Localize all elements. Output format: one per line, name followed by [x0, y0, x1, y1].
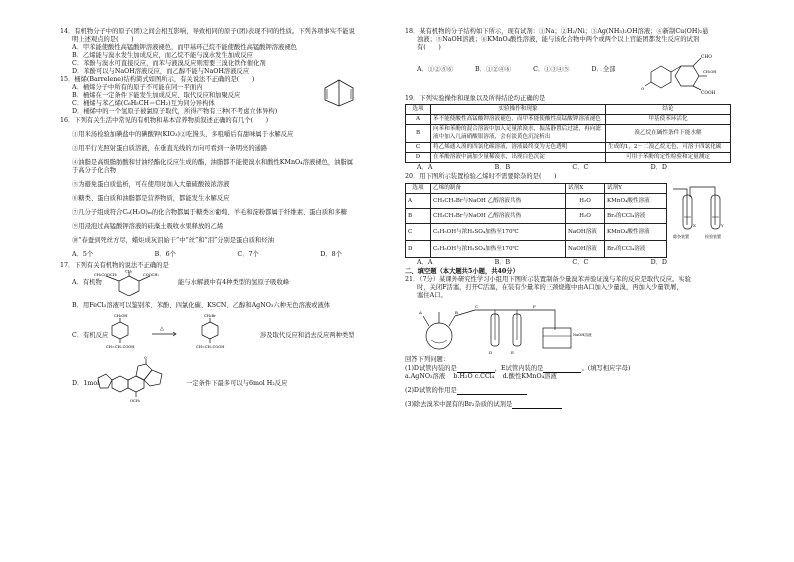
- q21-part1-text3: 。(填写相应字母): [581, 364, 631, 372]
- q20-row-d-x: NaOH溶液: [566, 241, 605, 258]
- q20-header-y: 试剂Y: [605, 184, 667, 194]
- q21-label-a: A: [419, 310, 422, 316]
- q15-stem: 15．桶烯(Barrelene)结构简式如图所示，有关说法不正确的是( ): [60, 76, 255, 84]
- q18-stem-line3: 有( ): [417, 44, 441, 52]
- q19-row-a-option: A: [406, 115, 431, 125]
- q17a-structure: [94, 270, 164, 296]
- q20-row-c-prep: C₂H₅OH与浓H₂SO₄加热至170℃: [431, 224, 566, 241]
- q19-option-c: C．C: [572, 163, 589, 171]
- q20-table: [405, 183, 667, 258]
- q20-row-d-option: D: [406, 241, 431, 258]
- q20-option-a: A．A: [417, 259, 433, 267]
- q16-statement-6: ⑦几分子组成符合Cₙ(H₂O)ₘ的化合物都属于糖类⑧葡萄、羊毛和淀粉都属于纤维素、蛋白质和多糖: [72, 208, 348, 216]
- q17-option-c-label: C．有机反应: [72, 332, 109, 340]
- q20-options: [405, 259, 667, 267]
- q20-row-a-y: KMnO₄酸性溶液: [605, 194, 667, 209]
- q17-option-c-tail: 涉及取代反应和消去反应两种类型: [260, 332, 355, 340]
- table-row: [406, 115, 731, 125]
- q16-statement-3b: 于高分子化合物: [72, 166, 117, 174]
- question-19: [405, 95, 743, 172]
- q19-row-c-option: C: [406, 142, 431, 152]
- q21-part3-text: (3)除去溴苯中混有的Br₂杂质的试剂是: [405, 400, 513, 408]
- q18-aldehyde: CHO: [701, 55, 712, 60]
- q17-stem: 17．下列有关有机物的说法不正确的是: [60, 262, 169, 270]
- q20-row-b-y: Br₂的CCl₄溶液: [605, 209, 667, 224]
- q15-option-b: B．桶烯在一定条件下能发生加成反应、取代反应和加聚反应: [72, 92, 241, 100]
- q21-part2-blank[interactable]: [457, 388, 527, 395]
- q21-part1-blank-d[interactable]: [457, 366, 495, 373]
- q19-row-b-conclusion: 溴乙烷在碱性条件下能水解: [606, 125, 731, 142]
- q14-option-d: D．苯酚可以与NaOH溶液反应，而乙醇不能与NaOH溶液反应: [72, 68, 250, 76]
- q16-option-d: D．8个: [320, 250, 342, 258]
- question-17: [60, 262, 390, 406]
- q20-row-d-y: Br₂的CCl₄溶液: [605, 241, 667, 258]
- q16-option-c: C．7个: [237, 250, 259, 258]
- q19-row-c-conclusion: 生成的1，2－二溴乙烷无色，可溶于四氯化碳: [606, 142, 731, 152]
- q17c-reactant-bottom: CH=CH–COOH: [106, 345, 135, 350]
- q17c-reactant-top: CH₂OH: [114, 314, 128, 319]
- q20-option-b: B．B: [494, 259, 511, 267]
- q20-header-row: [406, 184, 667, 194]
- q20-header-x: 试剂X: [566, 184, 605, 194]
- q19-row-d-conclusion: 可用于苯酚的定性检验和定量测定: [606, 152, 731, 162]
- q16-options: [60, 251, 342, 259]
- q17-option-b: B．用FeCl₃溶液可以鉴别苯、苯酚、四氯化碳、KSCN、乙醇和AgNO₃六种无色溶液或液体: [72, 302, 331, 310]
- q15-option-c: C．桶烯与苯乙烯(C₆H₅CH＝CH₂)互为同分异构体: [72, 100, 215, 108]
- q21-stem-line2: 时，关闭F活塞，打开C活塞，在装有少量苯的三颈烧瓶中由A口加入少量溴，再加入少量铁屑，: [417, 284, 683, 292]
- q17a-substituent-top: CH₃: [125, 270, 133, 274]
- q19-row-a-conclusion: 甲基使苯环活化: [606, 115, 731, 125]
- q19-header-procedure: 实验操作和现象: [431, 105, 606, 115]
- q16-statement-5: ⑥糖类、蛋白质和油脂都是营养物质，都能发生水解反应: [72, 194, 230, 202]
- q16-statement-3a: ④油脂是高级脂肪酸和甘油经酯化反应生成的酯，油脂都不能使溴水和酸性KMnO₄溶液褪色，油脂属: [72, 158, 354, 166]
- q20-reagent-x: X: [693, 223, 696, 229]
- q20-option-c: C．C: [572, 259, 589, 267]
- q18-options: [405, 66, 615, 74]
- q19-header-option: 选项: [406, 105, 431, 115]
- q20-purify-label: 除杂装置: [673, 234, 689, 240]
- q19-row-a-procedure: 苯不能使酸性高锰酸钾溶液褪色，而甲苯能使酸性高锰酸钾溶液褪色: [431, 115, 606, 125]
- q21-stem-line3: 塞住A口。: [417, 292, 447, 300]
- q16-statement-8: ⑩“春蚕到死丝方尽，蜡炬成灰泪始干”中“丝”和“泪”分别是蛋白质和烃油: [72, 236, 274, 244]
- q21-part3-blank[interactable]: [512, 402, 562, 409]
- q17-option-a: [60, 270, 390, 296]
- question-14: [60, 28, 390, 76]
- table-row: [406, 209, 667, 224]
- q14-option-c: C．苯酚与溴水可直接反应，而苯与液溴反应则需要三溴化铁作催化剂: [72, 60, 266, 68]
- q19-row-c-procedure: 将乙烯通入溴的四氯化碳溶液，溶液最终变为无色透明: [431, 142, 606, 152]
- q18-hydroxymethyl: CH₂OH: [703, 70, 717, 74]
- q20-row-a-prep: CH₃CH₂Br与NaOH 乙醇溶液共热: [431, 194, 566, 209]
- q15-option-a: A．桶烯分子中所有的原子不可能在同一平面内: [72, 84, 203, 92]
- q16-option-b: B．6个: [154, 250, 176, 258]
- q19-row-b-procedure: 向苯和苯酚的混合溶液中加入足量浓溴水，振荡静置后过滤，再向滤液中加入几滴硝酸银溶液，会有淡黄色沉淀析出: [431, 125, 606, 142]
- q19-option-b: B．B: [494, 163, 511, 171]
- q20-row-b-x: H₂O: [566, 209, 605, 224]
- q20-option-d: D．D: [650, 259, 667, 267]
- q16-option-a: A．5个: [72, 250, 94, 258]
- q21-label-d: D: [489, 350, 493, 356]
- right-column: [405, 28, 743, 409]
- q18-stem-line2: 浊液；⑤NaOH溶液；⑥KMnO₄酸性溶液，能与该化合物中两个或两个以上官能团都发生反应的试剂: [417, 36, 700, 44]
- q20-row-b-option: B: [406, 209, 431, 224]
- q17a-substituent-left: CH₂COOCH₃: [94, 273, 118, 278]
- q18-structure: [641, 50, 731, 96]
- q20-stem: 20．用下图所示装置检验乙烯时不需要除杂的是( ): [405, 173, 557, 181]
- table-row: [406, 194, 667, 209]
- q20-reagent-y: Y: [721, 223, 724, 229]
- q18-option-a: A．①②⑤⑥: [417, 66, 454, 73]
- q16-stem: 16．下列有关生活中常见的有机物和基本营养物质叙述正确的有几个( ): [60, 116, 269, 124]
- table-row: [406, 152, 731, 162]
- q20-row-c-x: NaOH溶液: [566, 224, 605, 241]
- q21-part2: [405, 387, 743, 395]
- table-row: [406, 241, 667, 258]
- q21-label-b: B: [455, 310, 458, 316]
- q14-stem-line1: 14．有机物分子中的原子(团)之间会相互影响，导致相同的原子(团)表现不同的性质。下列各项事实不能说: [60, 28, 355, 35]
- q19-options: [405, 164, 667, 172]
- question-20: [405, 173, 743, 267]
- section-fill-in-heading: 二、填空题（本大题共5小题，共40分）: [405, 268, 519, 276]
- q20-test-label: 检验装置: [705, 234, 721, 240]
- q20-row-c-y: KMnO₄酸性溶液: [605, 224, 667, 241]
- q18-carboxyl: COOH: [701, 91, 716, 96]
- q21-part1-text: (1)D试管内装的是: [405, 364, 457, 372]
- q20-row-d-prep: C₂H₅OH与浓H₂SO₄加热至170℃: [431, 241, 566, 258]
- q17a-substituent-right: COOCH₃: [143, 273, 159, 278]
- q21-answer-intro: 回答下列问题：: [405, 356, 450, 364]
- q21-naoh-label: NaOH溶液: [573, 333, 592, 338]
- q17-option-d-label: D．1mol: [72, 380, 100, 388]
- q17d-structure: [90, 356, 180, 406]
- q17c-heat-arrow: △: [160, 326, 164, 333]
- question-21: [405, 276, 743, 408]
- q20-row-b-prep: CH₃CH₂Br与NaOH 乙醇溶液共热: [431, 209, 566, 224]
- q17c-product-bottom: CH=CH–COOH: [196, 345, 225, 350]
- question-16: [60, 117, 390, 260]
- q16-statement-7: ⑨用浸泡过高锰酸钾溶液的硅藻土吸收水果释放的乙烯: [72, 222, 224, 230]
- q20-header-option: 选项: [406, 184, 431, 194]
- q21-part1: [405, 365, 743, 373]
- table-row: [406, 125, 731, 142]
- q14-stem-line2: 明上述观点的是( ): [72, 36, 134, 44]
- q20-row-a-x: H₂O: [566, 194, 605, 209]
- q20-row-c-option: C: [406, 224, 431, 241]
- q21-part3: [405, 401, 743, 409]
- q19-option-a: A．A: [417, 163, 433, 171]
- q18-option-d: D．全部: [591, 66, 616, 73]
- question-18: [405, 28, 743, 95]
- q20-apparatus: [671, 181, 741, 243]
- table-row: [406, 142, 731, 152]
- q19-row-b-option: B: [406, 125, 431, 142]
- q21-label-c: C: [475, 304, 479, 310]
- q14-option-a: A．甲苯能使酸性高锰酸钾溶液褪色，而甲基环己烷不能使酸性高锰酸钾溶液褪色: [72, 44, 297, 52]
- q16-statement-4: ⑤为避免蛋白质盐析，可在使用时加入大量硫酸铵浓溶液: [72, 180, 230, 188]
- q18-option-c: C．①③④⑤: [533, 66, 570, 73]
- question-15: [60, 76, 390, 116]
- q19-table: [405, 104, 731, 163]
- q21-label-f: F: [533, 304, 536, 310]
- q21-part1-blank-e[interactable]: [543, 366, 581, 373]
- q21-apparatus: [415, 300, 595, 356]
- q19-header-conclusion: 结论: [606, 105, 731, 115]
- q17-option-d-tail: 一定条件下最多可以与6mol H₂反应: [186, 380, 288, 388]
- q18-stem-line1: 18．某有机物的分子结构如下所示，现有试剂：①Na；②H₂/Ni；③Ag(NH₃)₂OH溶液；④新制Cu(OH)₂悬: [405, 28, 709, 35]
- q19-header-row: [406, 105, 731, 115]
- q17-option-a-label: A．有机物: [72, 279, 102, 287]
- q15-option-d: D．桶烯中的一个氢原子被氯原子取代，所得产物有三种(不考虑立体异构): [72, 108, 278, 116]
- q19-row-d-option: D: [406, 152, 431, 162]
- q17d-oxygen-top: O: [144, 356, 147, 361]
- q18-option-b: B．①②④⑥: [475, 66, 512, 73]
- q17-option-d: [60, 356, 390, 406]
- q21-label-e: E: [511, 350, 514, 356]
- q19-option-d: D．D: [650, 163, 667, 171]
- q18-oxygen-label: O: [641, 86, 645, 91]
- table-row: [406, 224, 667, 241]
- q21-stem-line1: 21．（7分）某课外研究性学习小组用下图所示装置制备少量溴苯并验证溴与苯的反应是取代反应。实验: [405, 276, 691, 284]
- q14-option-b: B．乙烯能与溴水发生加成反应，而乙烷不能与溴水发生加成反应: [72, 52, 253, 60]
- q21-part1-text2: ，E试管内装的是: [494, 364, 544, 372]
- q16-statement-1: ①用米汤检验加碘盐中的碘酸钾(KIO₃)②吃馒头，多咀嚼后有甜味属于水解反应: [72, 130, 294, 138]
- q19-stem: 19．下列实验操作和现象以及所得结论均正确的是: [405, 95, 546, 102]
- q21-part2-text: (2)D试管的作用是: [405, 386, 457, 394]
- left-column: [60, 28, 390, 406]
- q17c-product-top: CH₂Br: [204, 314, 216, 319]
- barrelene-structure: [322, 78, 356, 108]
- q19-row-d-procedure: 在苯酚溶液中滴加少量稀溴水，出现白色沉淀: [431, 152, 606, 162]
- q17-option-a-tail: 能与水解液中有4种类型的氢原子吸收峰: [178, 279, 290, 287]
- q17-option-c: [60, 312, 390, 354]
- q17c-reaction: [104, 312, 254, 354]
- q20-header-prep: 乙烯的制备: [431, 184, 566, 194]
- q21-part1-options: a.AgNO₃溶液 b.H₂O c.CCl₄ d.酸性KMnO₄溶液: [405, 372, 557, 380]
- q17d-methoxy: OCH₃: [130, 399, 141, 404]
- q20-row-a-option: A: [406, 194, 431, 209]
- q16-statement-2: ③用平行光照射蛋白质溶液，在垂直光线的方向可看到一条明亮的通路: [72, 144, 268, 152]
